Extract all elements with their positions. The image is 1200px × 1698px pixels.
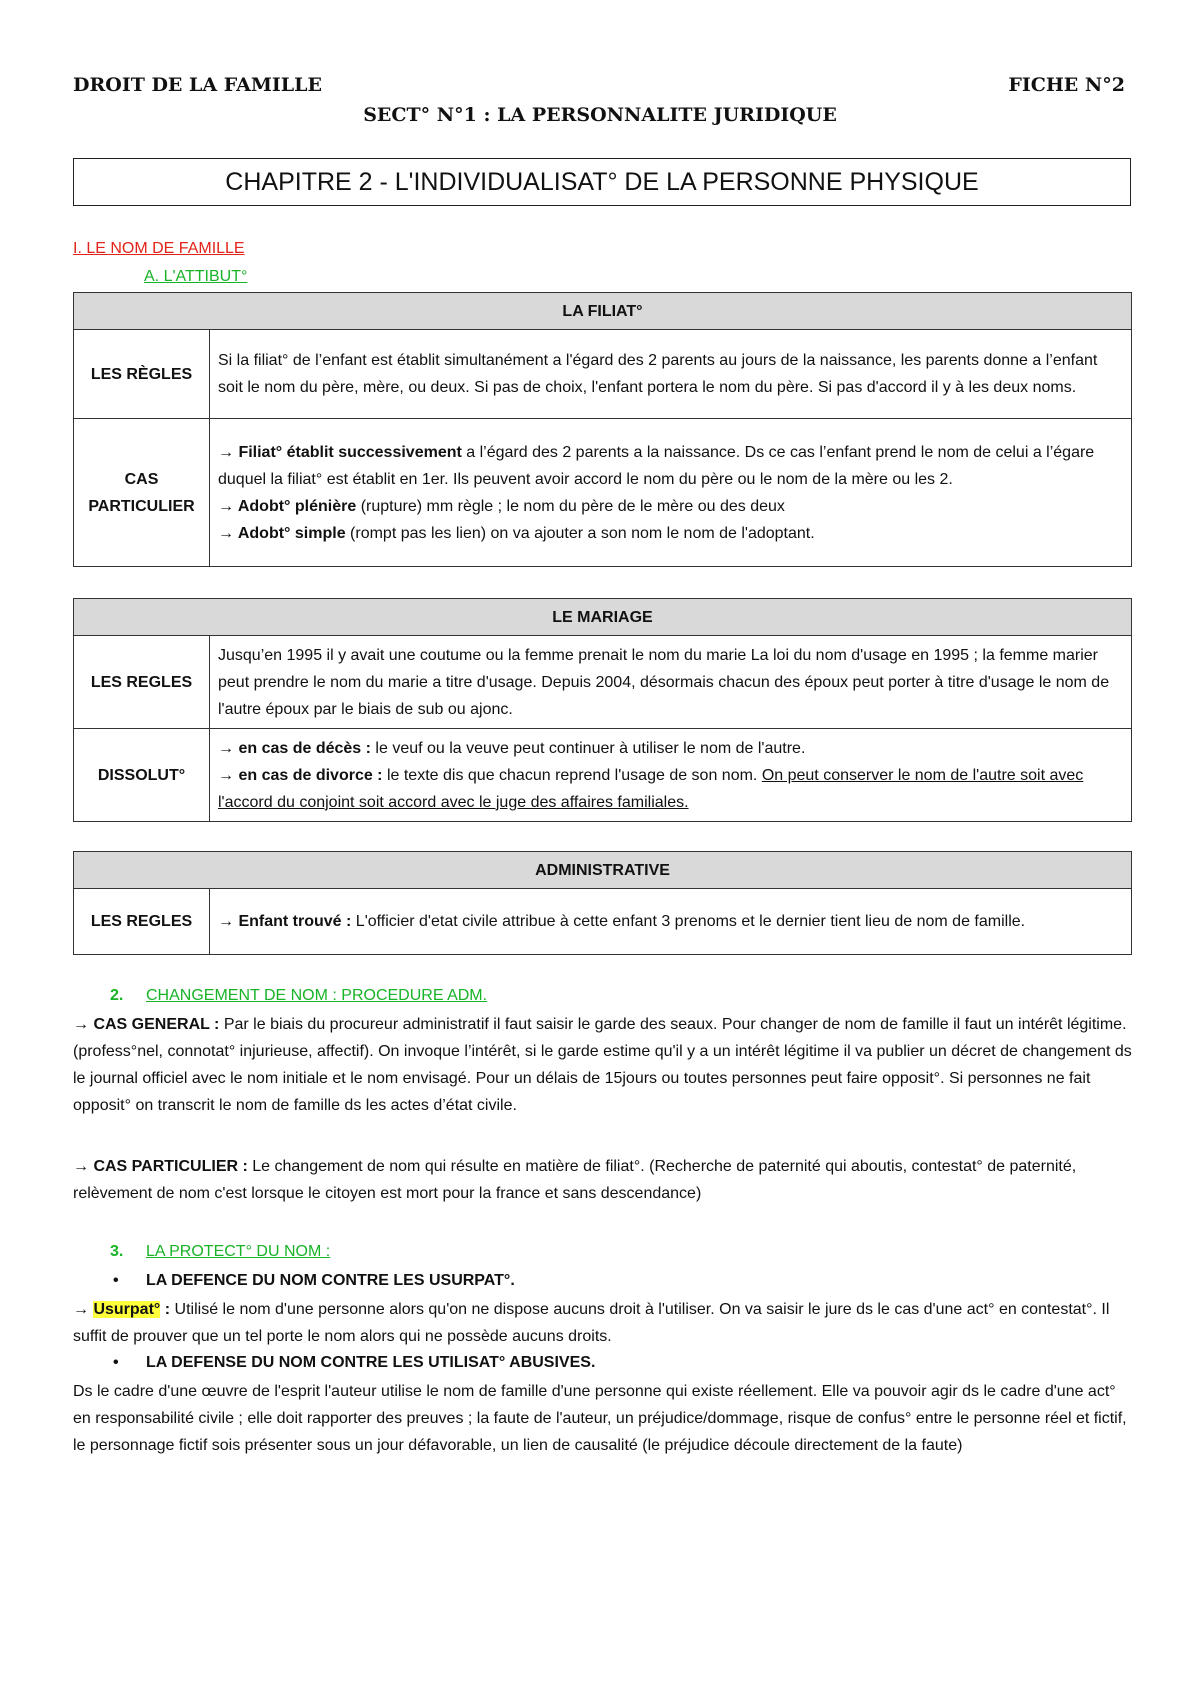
mariage-rules-text: Jusqu’en 1995 il y avait une coutume ou la femme prenait le nom du marie La loi du nom d'usage en 1995 ; la femme marier peut prendre le nom du marie a titre d'usage. Depuis 2004, désormais chacun des époux peut porter à titre d'usage le nom de l'autre époux par le biais de sub ou ajonc. <box>210 636 1132 729</box>
bullet-usurpation <box>113 1272 515 1290</box>
filiation-special-label-line1: CAS <box>124 470 159 488</box>
bullet-abusive-use-text: LA DEFENSE DU NOM CONTRE LES UTILISAT° ABUSIVES. <box>146 1354 596 1371</box>
header-course-title: DROIT DE LA FAMILLE <box>73 74 322 96</box>
dissolution-item-bold: → en cas de divorce : <box>218 766 383 784</box>
bullet-abusive-use <box>113 1354 595 1372</box>
section-2-heading <box>110 987 487 1005</box>
section-2-general-paragraph <box>73 1011 1133 1119</box>
filiation-table-header: LA FILIAT° <box>74 293 1132 330</box>
usurpation-colon: : <box>160 1301 171 1318</box>
usurpation-highlight: Usurpat° <box>93 1301 161 1318</box>
general-case-label: → CAS GENERAL : <box>73 1016 220 1033</box>
usurpation-paragraph <box>73 1296 1133 1350</box>
section-3-heading <box>110 1243 330 1261</box>
dissolution-item-death <box>218 735 1123 762</box>
mariage-table <box>73 598 1132 822</box>
header-section-title: SECT° N°1 : LA PERSONNALITE JURIDIQUE <box>363 104 837 126</box>
admin-table <box>73 851 1132 955</box>
bullet-usurpation-text: LA DEFENCE DU NOM CONTRE LES USURPAT°. <box>146 1272 515 1289</box>
filiation-special-text <box>210 419 1132 567</box>
abusive-use-paragraph: Ds le cadre d'une œuvre de l'esprit l'auteur utilise le nom de famille d'une personne qui existe réellement. Elle va pouvoir agir ds le cadre d'une act° en responsabilité civile ; elle doit rapporter des preuves ; la faute de l'auteur, un préjudice/dommage, risque de confus° entre le personne réel et fictif, le personnage fictif sois présenter sous un jour défavorable, un lien de causalité (le préjudice découle directement de la faute) <box>73 1383 1127 1454</box>
admin-rules-bold: → Enfant trouvé : <box>218 913 352 930</box>
filiation-special-item <box>218 439 1123 493</box>
admin-rules-label: LES REGLES <box>74 889 210 955</box>
filiation-special-item-text: (rupture) mm règle ; le nom du père de le mère ou des deux <box>356 497 785 515</box>
section-2-title: CHANGEMENT DE NOM : PROCEDURE ADM. <box>146 987 488 1004</box>
mariage-rules-label: LES REGLES <box>74 636 210 729</box>
arrow-icon: → <box>73 1301 94 1318</box>
filiation-table <box>73 292 1132 567</box>
dissolution-item-text: le veuf ou la veuve peut continuer à utiliser le nom de l'autre. <box>370 739 806 757</box>
header-sheet-number: FICHE N°2 <box>1008 74 1125 96</box>
bullet-dot-icon: • <box>113 1272 119 1289</box>
filiation-special-item <box>218 520 1123 547</box>
section-3-title: LA PROTECT° DU NOM : <box>146 1243 331 1260</box>
filiation-special-item-bold: → Filiat° établit successivement <box>218 443 462 461</box>
general-case-text: Par le biais du procureur administratif il faut saisir le garde des seaux. Pour changer de nom de famille il faut un intérêt légitime. (profess°nel, connotat° injurieuse, affectif). On invoque l’intérêt, si le garde estime qu'il y a un intérêt légitime il va publier un décret de changement ds le journal officiel avec le nom initiale et le nom envisagé. Pour un délais de 15jours ou toutes personnes peut faire opposit°. Si personnes ne fait opposit° on transcrit le nom de famille ds les actes d’état civile. <box>73 1016 1132 1114</box>
filiation-special-item <box>218 493 1123 520</box>
filiation-special-label-line2: PARTICULIER <box>88 497 195 515</box>
filiation-special-item-text: a l’égard des 2 parents a la naissance. Ds ce cas l’enfant prend le nom de celui a l’égare duquel la filiat° est établit en 1er. Ils peuvent avoir accord le nom du père ou le nom de la mère ou les 2. <box>218 443 1095 488</box>
usurpation-text: Utilisé le nom d'une personne alors qu'on ne dispose aucuns droit à l'utiliser. On va saisir le jure ds le cas d'une act° en contestat°. Il suffit de prouver que un tel porte le nom alors qui ne possède aucuns droits. <box>73 1301 1110 1345</box>
admin-rules-rest: L'officier d'etat civile attribue à cette enfant 3 prenoms et le dernier tient lieu de nom de famille. <box>351 913 1026 930</box>
dissolution-item-text: le texte dis que chacun reprend l'usage de son nom. <box>382 766 762 784</box>
admin-rules-text <box>210 889 1132 955</box>
chapter-title: CHAPITRE 2 - L'INDIVIDUALISAT° DE LA PERSONNE PHYSIQUE <box>225 167 979 196</box>
section-2-number: 2. <box>110 987 124 1004</box>
mariage-dissolution-text <box>210 729 1132 822</box>
filiation-special-label <box>74 419 210 567</box>
section-1-subtitle: A. L'ATTIBUT° <box>144 268 248 285</box>
bullet-dot-icon: • <box>113 1354 119 1371</box>
filiation-rules-label: LES RÈGLES <box>74 330 210 419</box>
admin-table-header: ADMINISTRATIVE <box>74 852 1132 889</box>
section-2-particular-paragraph <box>73 1153 1133 1207</box>
dissolution-item-divorce <box>218 762 1123 816</box>
filiation-special-item-text: (rompt pas les lien) on va ajouter a son nom le nom de l'adoptant. <box>345 524 815 542</box>
particular-case-text: Le changement de nom qui résulte en matière de filiat°. (Recherche de paternité qui aboutis, contestat° de paternité, relèvement de nom c'est lorsque le citoyen est mort pour la france et sans descendance) <box>73 1158 1077 1202</box>
filiation-rules-text: Si la filiat° de l’enfant est établit simultanément a l'égard des 2 parents au jours de la naissance, les parents donne a l’enfant soit le nom du père, mère, ou deux. Si pas de choix, l'enfant portera le nom du père. Si pas d'accord il y à les deux noms. <box>210 330 1132 419</box>
dissolution-item-bold: → en cas de décès : <box>218 739 371 757</box>
mariage-dissolution-label: DISSOLUT° <box>74 729 210 822</box>
mariage-table-header: LE MARIAGE <box>74 599 1132 636</box>
section-3-number: 3. <box>110 1243 124 1260</box>
particular-case-label: → CAS PARTICULIER : <box>73 1158 248 1175</box>
dissolution-item-underlined: On peut conserver le nom de l'autre soit avec l'accord du conjoint soit accord avec le juge des affaires familiales. <box>218 766 1084 811</box>
chapter-title-box <box>73 158 1131 206</box>
filiation-special-item-bold: → Adobt° plénière <box>218 497 357 515</box>
filiation-special-item-bold: → Adobt° simple <box>218 524 346 542</box>
section-1-title: I. LE NOM DE FAMILLE <box>73 240 245 257</box>
